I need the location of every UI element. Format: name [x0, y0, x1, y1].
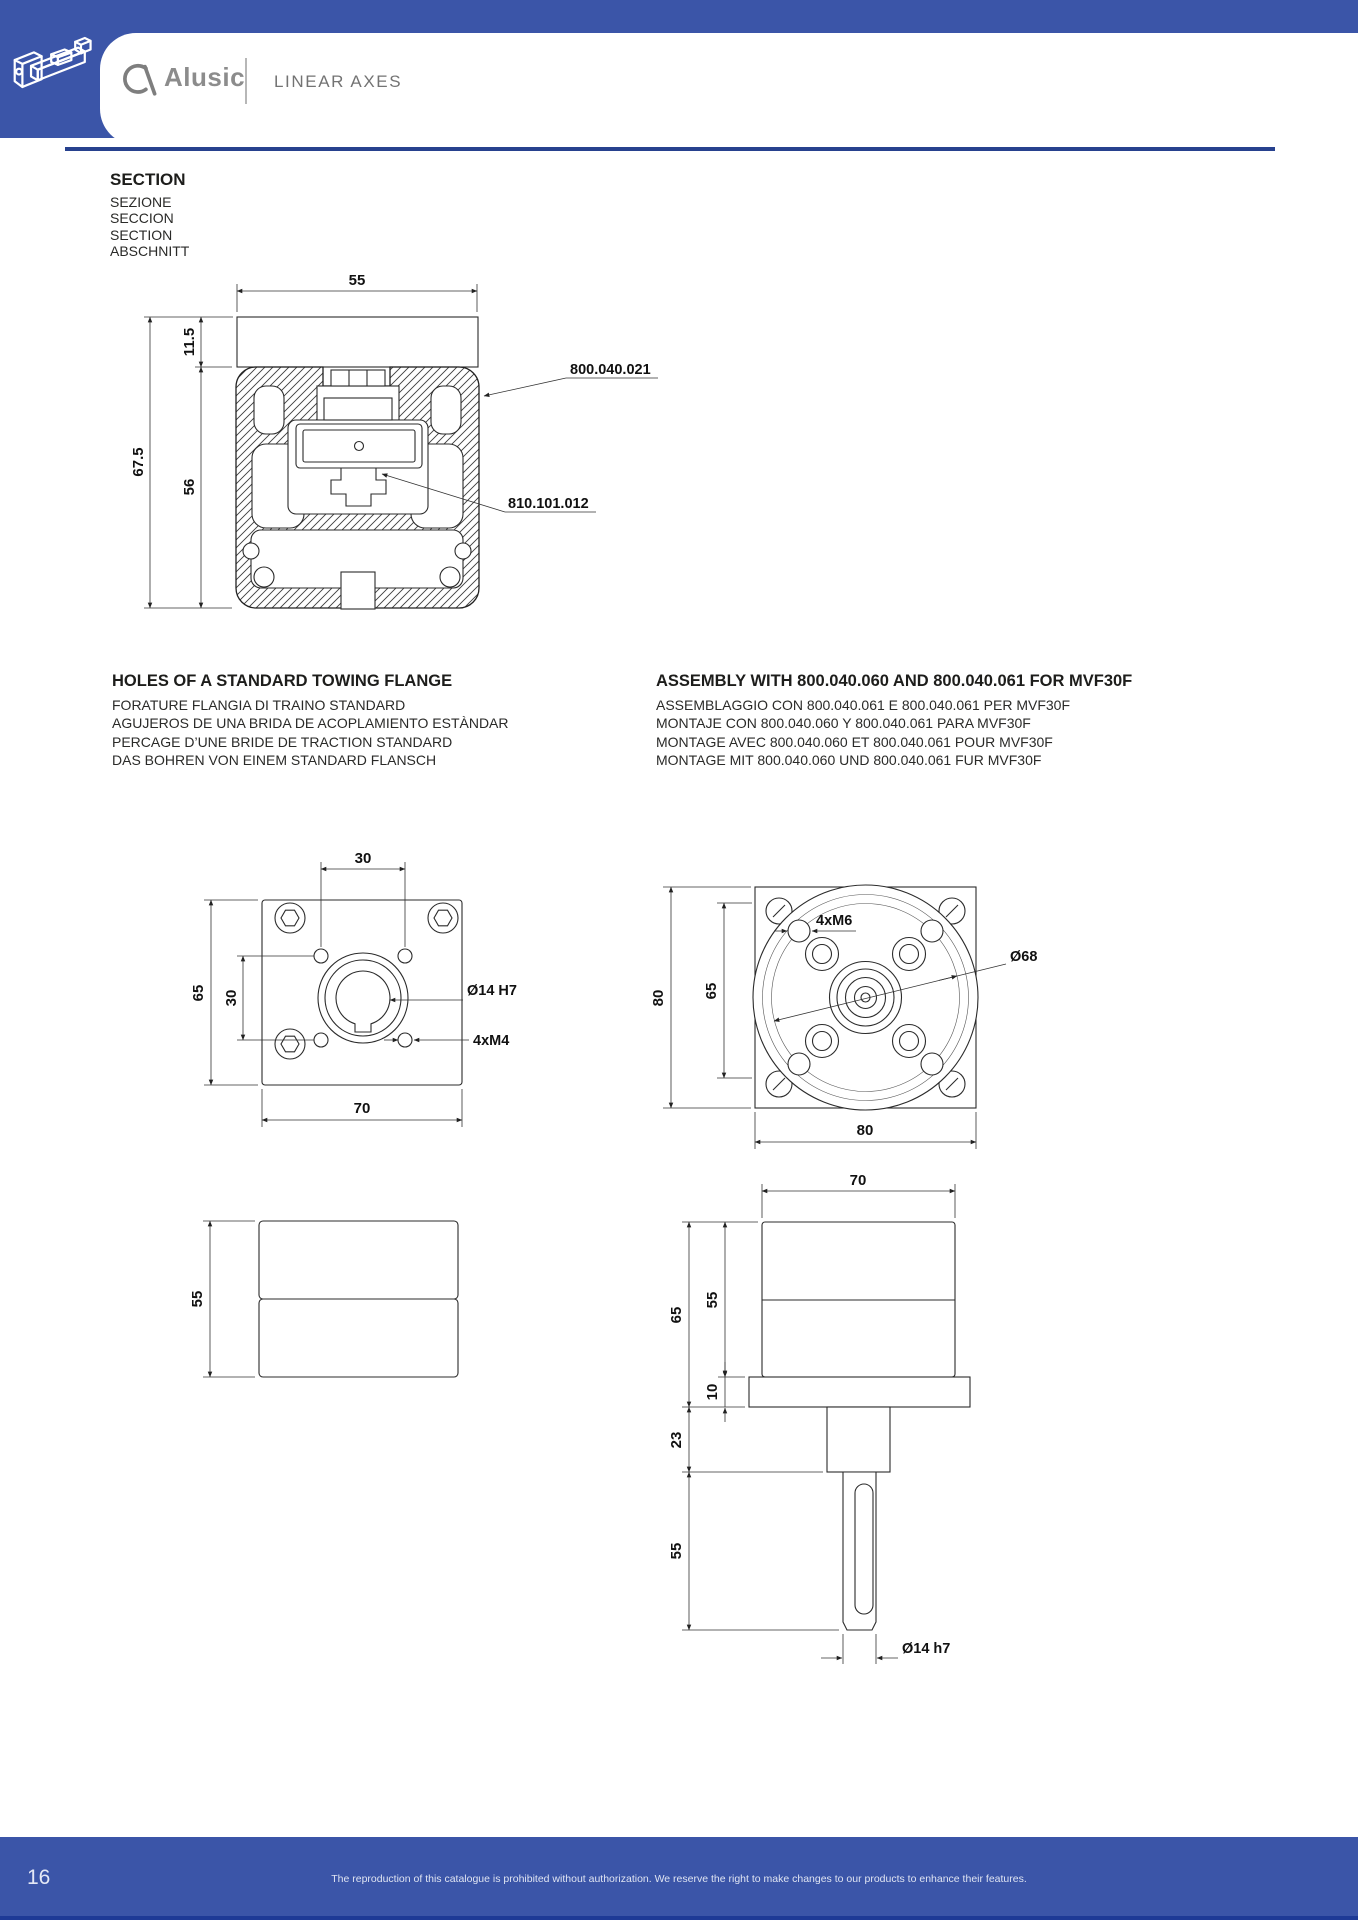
category-title: LINEAR AXES	[274, 72, 403, 91]
holes-title: HOLES OF A STANDARD TOWING FLANGE	[112, 672, 453, 690]
dim-55-block: 55	[704, 1291, 721, 1309]
label-4xm4: 4xM4	[473, 1033, 510, 1049]
dim-65-inner: 65	[703, 982, 720, 1000]
flange-side-drawing	[189, 1221, 458, 1377]
assembly-title-de: MONTAGE MIT 800.040.060 UND 800.040.061 FUR MVF30F	[656, 752, 1042, 769]
dim-70-width: 70	[353, 1100, 371, 1117]
section-title-de: ABSCHNITT	[110, 243, 190, 260]
dim-80-height: 80	[650, 989, 667, 1007]
assembly-title-fr: MONTAGE AVEC 800.040.060 ET 800.040.061 POUR MVF30F	[656, 733, 1053, 750]
assembly-side-drawing	[668, 1172, 970, 1664]
footer-band	[0, 1837, 1358, 1920]
dim-80-width: 80	[856, 1122, 874, 1139]
holes-title-de: DAS BOHREN VON EINEM STANDARD FLANSCH	[112, 752, 437, 769]
dim-55-shaft: 55	[668, 1542, 685, 1560]
label-bore: Ø14 H7	[467, 983, 517, 999]
section-title: SECTION	[110, 170, 186, 189]
part-label-slider: 810.101.012	[508, 496, 589, 512]
footer-note: The reproduction of this catalogue is prohibited without authorization. We reserve the right to make changes to our products to enhance their features.	[331, 1873, 1027, 1885]
section-title-it: SEZIONE	[110, 194, 172, 210]
dim-55-width: 55	[348, 272, 366, 289]
brand-name: Alusic	[164, 62, 246, 92]
part-label-profile: 800.040.021	[570, 362, 651, 378]
dim-30-pitch-x: 30	[354, 850, 372, 867]
section-title-fr: SECTION	[110, 226, 173, 243]
page-number: 16	[27, 1866, 51, 1889]
dim-10-plate: 10	[704, 1383, 721, 1401]
label-4xm6: 4xM6	[816, 913, 853, 929]
profile-section-drawing	[130, 272, 658, 609]
assembly-title-it: ASSEMBLAGGIO CON 800.040.061 E 800.040.061 PER MVF30F	[656, 697, 1070, 713]
assembly-title: ASSEMBLY WITH 800.040.060 AND 800.040.061 FOR MVF30F	[656, 672, 1133, 690]
dim-67-5-total: 67.5	[130, 447, 147, 477]
dim-70-top: 70	[849, 1172, 867, 1189]
label-shaft-dia: Ø14 h7	[902, 1641, 951, 1657]
flange-front-drawing	[190, 850, 517, 1127]
holes-title-it: FORATURE FLANGIA DI TRAINO STANDARD	[112, 697, 406, 713]
footer-strip	[0, 1916, 1358, 1920]
dim-11-5-plate: 11.5	[181, 327, 198, 357]
dim-65-side: 65	[668, 1306, 685, 1324]
label-bolt-circle: Ø68	[1010, 949, 1038, 965]
holes-title-fr: PERCAGE D’UNE BRIDE DE TRACTION STANDARD	[112, 733, 453, 750]
dim-65-height: 65	[190, 984, 207, 1002]
section-title-es: SECCION	[110, 210, 174, 227]
dim-55-side: 55	[189, 1290, 206, 1308]
assembly-front-drawing	[650, 885, 1037, 1149]
assembly-title-es: MONTAJE CON 800.040.060 Y 800.040.061 PARA MVF30F	[656, 715, 1031, 732]
dim-56-body: 56	[181, 478, 198, 496]
holes-title-es: AGUJEROS DE UNA BRIDA DE ACOPLAMIENTO ESTÀNDAR	[112, 715, 509, 732]
dim-30-pitch-y: 30	[223, 989, 240, 1007]
dim-23-neck: 23	[668, 1431, 685, 1449]
